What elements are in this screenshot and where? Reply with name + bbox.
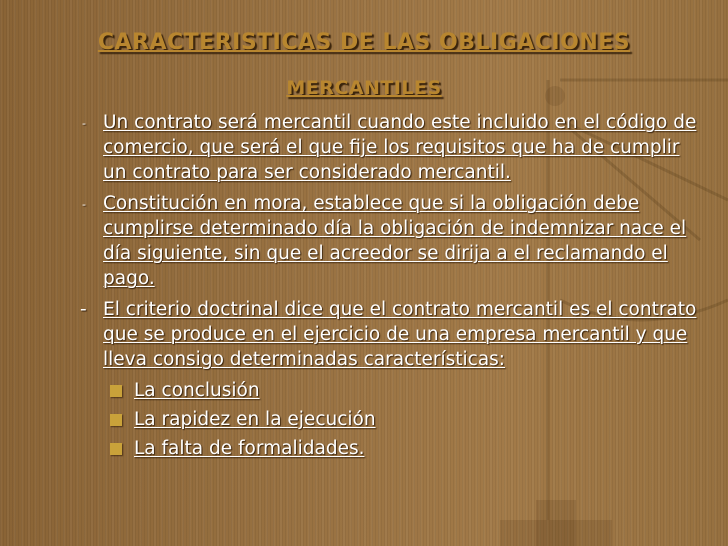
dash-marker: - — [82, 117, 86, 130]
bullet-text: Constitución en mora, establece que si la obligación debe cumplirse determinado día la obligación de indemnizar nace el día siguiente, sin que el acreedor se dirija a el reclamando el pago. — [103, 193, 687, 289]
bullet-item — [68, 110, 698, 185]
sub-bullet-text: La falta de formalidades. — [134, 438, 365, 459]
bullet-text: El criterio doctrinal dice que el contrato mercantil es el contrato que se produce en el ejercicio de una empresa mercantil y que lleva consigo determinadas características: — [103, 299, 697, 370]
sub-bullet-item — [68, 407, 698, 432]
slide-body — [68, 110, 698, 461]
square-bullet-icon — [110, 385, 122, 397]
bullet-item — [68, 297, 698, 372]
slide-title-line2: MERCANTILES — [286, 77, 442, 99]
bullet-item — [68, 191, 698, 291]
square-bullet-icon — [110, 443, 122, 455]
sub-bullet-item — [68, 436, 698, 461]
slide-title-line1: CARACTERISTICAS DE LAS OBLIGACIONES — [97, 30, 631, 55]
sub-bullet-text: La conclusión — [134, 380, 260, 401]
sub-bullet-item — [68, 378, 698, 403]
square-bullet-icon — [110, 414, 122, 426]
bullet-text: Un contrato será mercantil cuando este incluido en el código de comercio, que será el que fije los requisitos que ha de cumplir un contrato para ser considerado mercantil. — [103, 112, 697, 183]
dash-marker: - — [82, 198, 86, 211]
dash-marker: - — [80, 299, 87, 320]
sub-bullet-text: La rapidez en la ejecución — [134, 409, 376, 430]
